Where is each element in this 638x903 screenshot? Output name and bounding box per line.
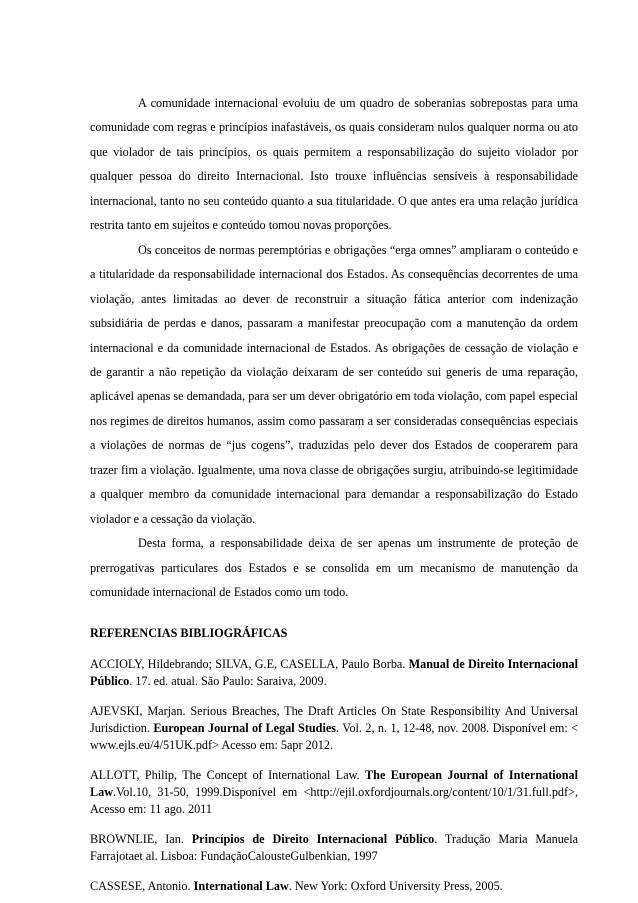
paragraph-2: Os conceitos de normas peremptórias e obrigações “erga omnes” ampliaram o conteúdo e a titularidade da responsabilidade internacional dos Estados. As consequências decorrentes de uma violação, antes limitadas ao dever de reconstruir a situação fática anterior com indenização subsidiária de perdas e danos, passaram a manifestar preocupação com a manutenção da ordem internacional e da comunidade internacional de Estados. As obrigações de cessação de violação e de garantir a não repetição da violação deixaram de ser conteúdo sui generis de uma reparação, aplicável apenas se demandada, para ser um dever obrigatório em toda violação, com papel especial nos regimes de direitos humanos, assim como passaram a ser consideradas consequências especiais a violações de normas de “jus cogens”, traduzidas pelo dever dos Estados de cooperarem para trazer fim a violação. Igualmente, uma nova classe de obrigações surgiu, atribuindo-se legitimidade a qualquer membro da comunidade internacional para demandar a responsabilização do Estado violador e a cessação da violação. [90, 242, 578, 526]
references-list [90, 656, 578, 895]
reference-brownlie: BROWNLIE, Ian. Princípios de Direito Internacional Público. Tradução Maria Manuela Farrajotaet al. Lisboa: FundaçãoCalousteGulbenkian, 1997 [90, 831, 578, 863]
reference-ajevski: AJEVSKI, Marjan. Serious Breaches, The Draft Articles On State Responsibility And Universal Jurisdiction. European Journal of Legal Studies. Vol. 2, n. 1, 12-48, nov. 2008. Disponível em: < www.ejls.eu/4/51UK.pdf> Acesso em: 5apr 2012. [90, 703, 579, 752]
reference-allott: ALLOTT, Philip, The Concept of International Law. The European Journal of International Law.Vol.10, 31-50, 1999.Disponível em <http://ejil.oxfordjournals.org/content/10/1/31.full.pdf>, Acesso em: 11 ago. 2011 [90, 767, 578, 816]
references-heading: REFERENCIAS BIBLIOGRÁFICAS [90, 625, 288, 640]
paragraph-1: A comunidade internacional evoluiu de um quadro de soberanias sobrepostas para uma comunidade com regras e princípios inafastáveis, os quais consideram nulos qualquer norma ou ato que violador de tais princípios, os quais permitem a responsabilização do sujeito violador por qualquer pessoa do direito Internacional. Isto trouxe influências sensíveis à responsabilidade internacional, tanto no seu conteúdo quanto a sua titularidade. O que antes era uma relação jurídica restrita tanto em sujeitos e conteúdo tomou novas proporções. [90, 96, 578, 233]
reference-accioly: ACCIOLY, Hildebrando; SILVA, G.E, CASELLA, Paulo Borba. Manual de Direito Internacional Público. 17. ed. atual. São Paulo: Saraiva, 2009. [90, 656, 578, 688]
reference-cassese: CASSESE, Antonio. International Law. New York: Oxford University Press, 2005. [90, 878, 503, 893]
paragraph-3: Desta forma, a responsabilidade deixa de ser apenas um instrumente de proteção de prerrogativas particulares dos Estados e se consolida em um mecanismo de manutenção da comunidade internacional de Estados como um todo. [90, 536, 578, 600]
body-text [90, 91, 578, 605]
